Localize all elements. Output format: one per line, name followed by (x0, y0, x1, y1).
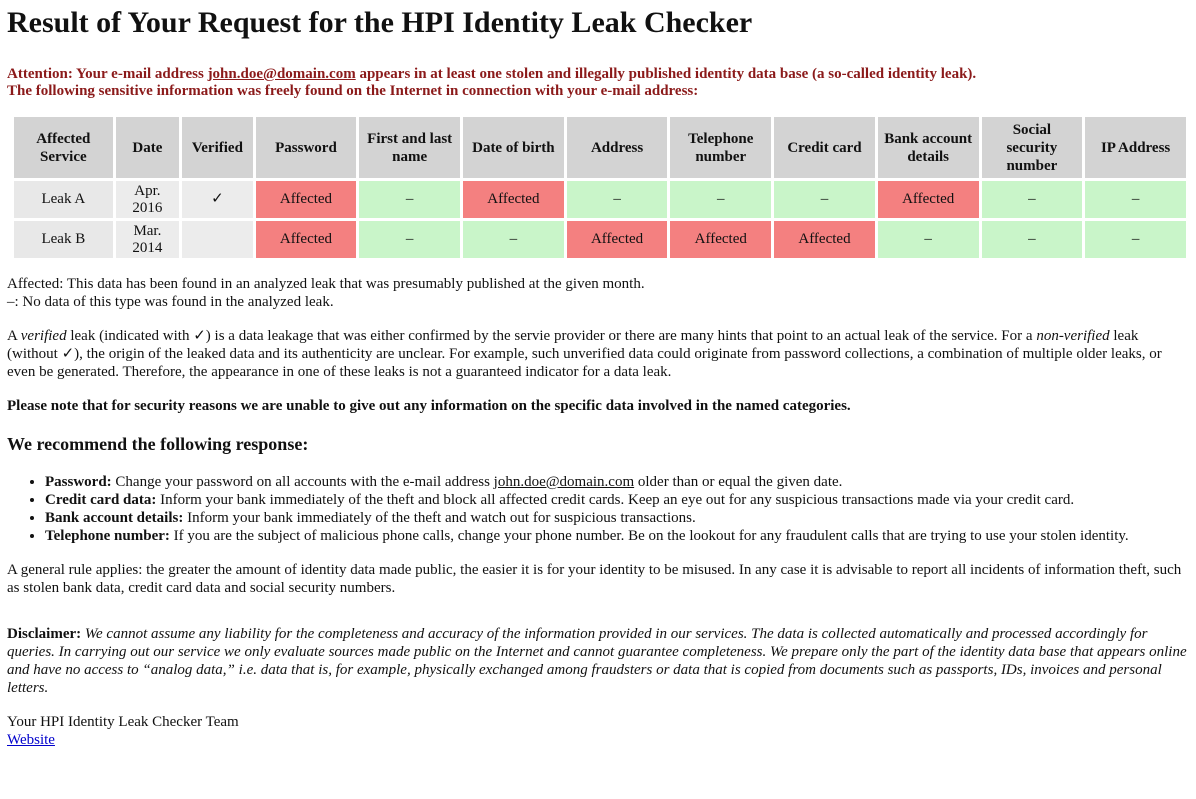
header-telephone: Telephone number (670, 117, 771, 178)
disclaimer (7, 625, 1189, 697)
attention-prefix: Attention: Your e-mail address (7, 66, 208, 82)
rec-text: Change your password on all accounts with the e-mail address (111, 474, 494, 490)
header-credit-card: Credit card (774, 117, 875, 178)
leak-date: Mar. 2014 (116, 221, 179, 258)
email-link[interactable]: john.doe@domain.com (207, 66, 356, 82)
rec-text-after: older than or equal the given date. (634, 474, 843, 490)
status-cell: Affected (256, 221, 357, 258)
rec-email-link[interactable]: john.doe@domain.com (493, 474, 635, 490)
status-cell: – (463, 221, 564, 258)
verified-word: verified (20, 328, 67, 344)
header-affected-service: Affected Service (14, 117, 113, 178)
verified-check-icon (182, 221, 252, 258)
rec-label: Telephone number: (45, 528, 170, 544)
status-cell: Affected (256, 181, 357, 218)
status-cell: – (1085, 221, 1186, 258)
status-cell: – (670, 181, 771, 218)
header-date: Date (116, 117, 179, 178)
status-cell: Affected (463, 181, 564, 218)
recommend-heading: We recommend the following response: (7, 434, 309, 454)
list-item (45, 473, 1189, 491)
header-name: First and last name (359, 117, 460, 178)
attention-line2: The following sensitive information was freely found on the Internet in connection with your e-mail address: (7, 83, 699, 99)
header-bank-account: Bank account details (878, 117, 979, 178)
disclaimer-label: Disclaimer: (7, 626, 82, 642)
rec-text: Inform your bank immediately of the theft and watch out for suspicious transactions. (183, 510, 696, 526)
leak-service: Leak A (14, 181, 113, 218)
security-note: Please note that for security reasons we are unable to give out any information on the specific data involved in the named categories. (7, 398, 851, 414)
status-cell: – (359, 181, 460, 218)
legend (7, 275, 1189, 311)
status-cell: – (359, 221, 460, 258)
verified-check-icon: ✓ (182, 181, 252, 218)
status-cell: Affected (774, 221, 875, 258)
attention-suffix: appears in at least one stolen and illegally published identity data base (a so-called identity leak). (355, 66, 977, 82)
verified-explanation (7, 327, 1189, 381)
status-cell: – (878, 221, 979, 258)
leak-table-header-row (14, 117, 1186, 178)
page-title: Result of Your Request for the HPI Identity Leak Checker (7, 6, 753, 39)
table-row (14, 181, 1186, 218)
header-date-of-birth: Date of birth (463, 117, 564, 178)
list-item (45, 527, 1189, 545)
table-row (14, 221, 1186, 258)
signature: Your HPI Identity Leak Checker Team (7, 714, 239, 730)
status-cell: – (982, 181, 1083, 218)
verified-text-3: leak (without ✓), the origin of the leaked data and its authenticity are unclear. For example, such unverified data could originate from password collections, a combination of multiple older leaks, or even be generated. Therefore, the appearance in one of these leaks is not a guaranteed indicator for a data leak. (7, 328, 1162, 380)
rec-label: Bank account details: (45, 510, 184, 526)
disclaimer-text: We cannot assume any liability for the completeness and accuracy of the information provided in our services. The data is collected automatically and processed accordingly for queries. In carrying out our service we only evaluate sources made public on the Internet and cannot guarantee completeness. We prepare only the part of the identity data base that appears online and have no access to “analog data,” i.e. data that is, for example, physically exchanged among fraudsters or data that is copied from documents such as passports, IDs, invoices and personal letters. (7, 626, 1187, 696)
rec-text: Inform your bank immediately of the theft and block all affected credit cards. Keep an eye out for any suspicious transactions made via your credit card. (156, 492, 1075, 508)
leak-service: Leak B (14, 221, 113, 258)
status-cell: – (1085, 181, 1186, 218)
attention-message (7, 66, 1189, 100)
leak-date: Apr. 2016 (116, 181, 179, 218)
header-ip-address: IP Address (1085, 117, 1186, 178)
non-verified-word: non-verified (1036, 328, 1110, 344)
header-verified: Verified (182, 117, 252, 178)
rec-text: If you are the subject of malicious phone calls, change your phone number. Be on the lookout for any fraudulent calls that are trying to use your stolen identity. (169, 528, 1129, 544)
legend-none: –: No data of this type was found in the analyzed leak. (7, 294, 334, 310)
website-link[interactable]: Website (7, 732, 55, 748)
list-item (45, 509, 1189, 527)
status-cell: – (982, 221, 1083, 258)
header-address: Address (567, 117, 668, 178)
rec-label: Password: (45, 474, 112, 490)
status-cell: Affected (567, 221, 668, 258)
status-cell: Affected (878, 181, 979, 218)
leak-table (11, 114, 1189, 261)
list-item (45, 491, 1189, 509)
status-cell: – (567, 181, 668, 218)
general-rule: A general rule applies: the greater the amount of identity data made public, the easier it is for your identity to be misused. In any case it is advisable to report all incidents of information theft, such as stolen bank data, credit card data and social security numbers. (7, 562, 1182, 596)
status-cell: – (774, 181, 875, 218)
verified-text-2: leak (indicated with ✓) is a data leakage that was either confirmed by the servie provider or there are many hints that point to an actual leak of the service. For a (66, 328, 1037, 344)
status-cell: Affected (670, 221, 771, 258)
verified-text-1: A (7, 328, 21, 344)
header-password: Password (256, 117, 357, 178)
rec-label: Credit card data: (45, 492, 157, 508)
legend-affected: Affected: This data has been found in an analyzed leak that was presumably published at the given month. (7, 276, 645, 292)
recommendation-list (7, 473, 1189, 545)
header-social-security: Social security number (982, 117, 1083, 178)
